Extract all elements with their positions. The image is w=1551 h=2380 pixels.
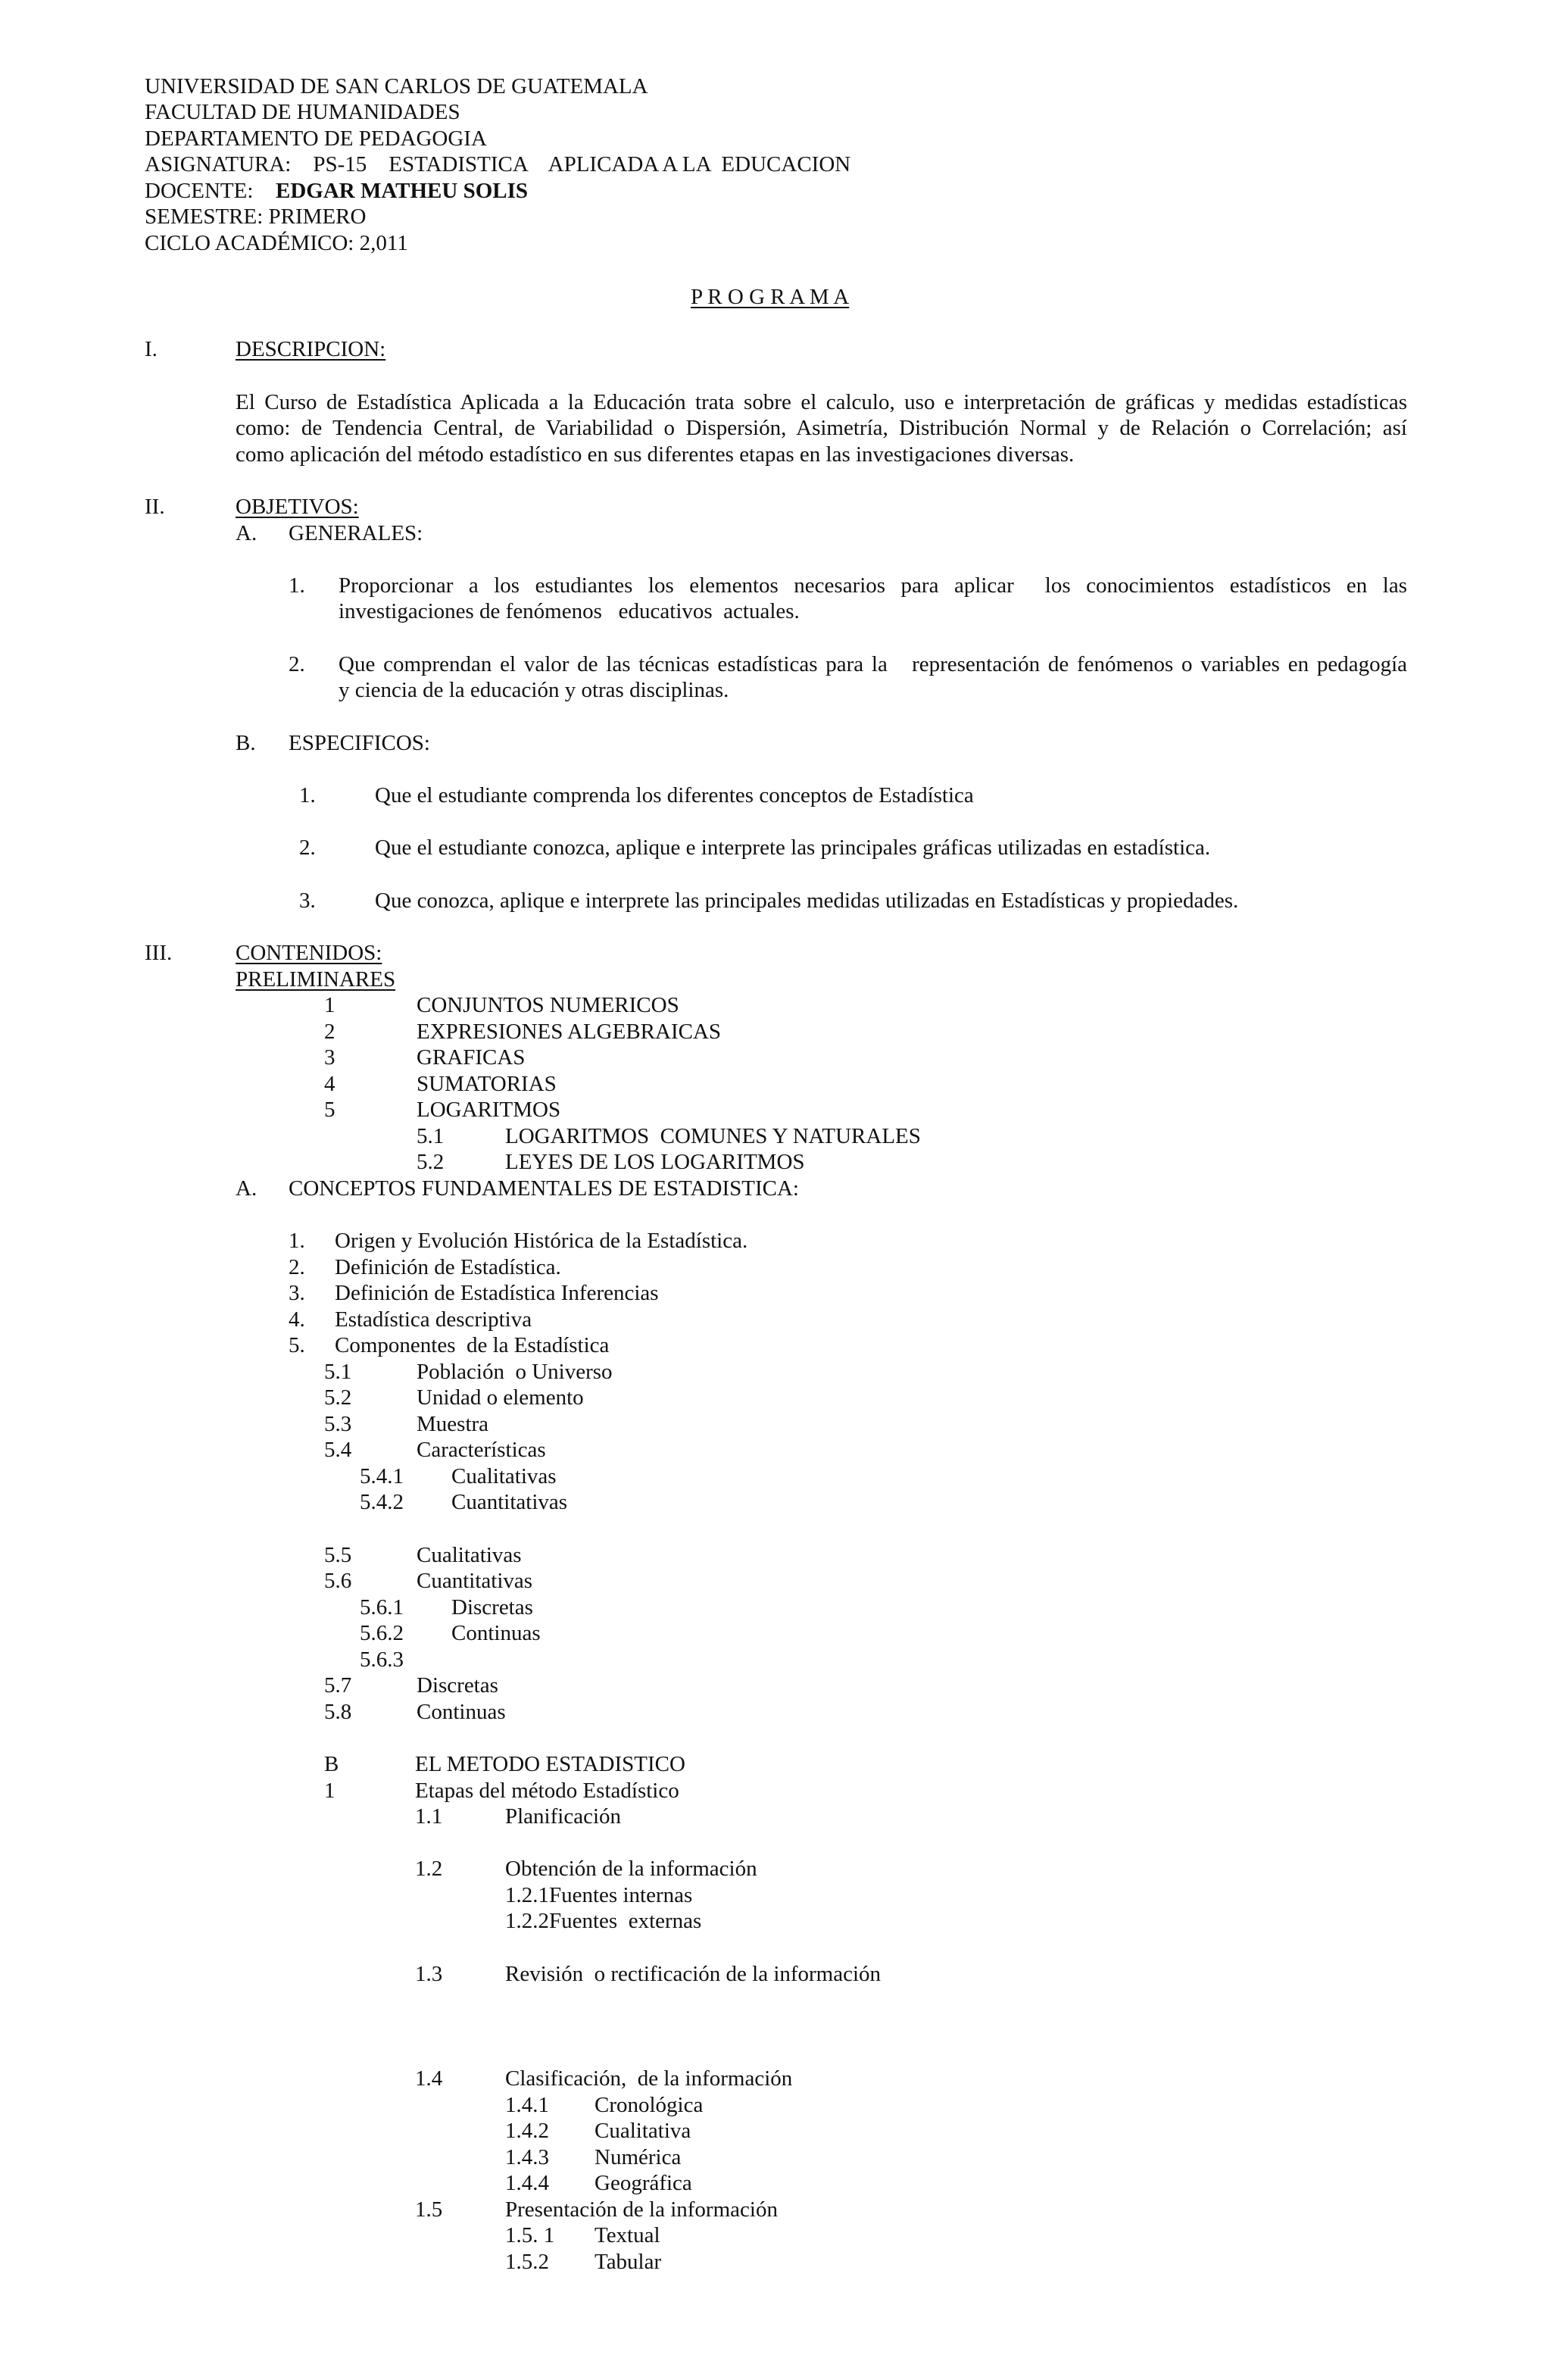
list-item-text: Unidad o elemento [417,1385,584,1410]
list-item-text: Continuas [417,1700,506,1724]
list-item-text: Presentación de la información [505,2197,778,2222]
list-item-number: 1.3 [415,1962,443,1986]
list-item-text: Origen y Evolución Histórica de la Estadística. [335,1229,748,1253]
list-item-number: 1.2 [415,1857,443,1881]
list-item-text: 1.2.1Fuentes internas [505,1883,693,1907]
list-item-text: Definición de Estadística Inferencias [335,1281,659,1305]
list-item-text: Que el estudiante conozca, aplique e interprete las principales gráficas utilizadas en estadística. [375,835,1211,860]
list-item-number: 1.4.1 [505,2093,549,2117]
list-item-text: Cualitativas [417,1543,522,1567]
list-item-text: EXPRESIONES ALGEBRAICAS [417,1020,722,1044]
conceptos-label: A. [236,1176,257,1201]
teacher-name: EDGAR MATHEU SOLIS [276,179,529,203]
list-item-text: LEYES DE LOS LOGARITMOS [505,1150,805,1174]
list-item-number: 1.5 [415,2197,443,2222]
list-item-text: Que el estudiante comprenda los diferentes conceptos de Estadística [375,783,974,807]
list-item-number: 2. [299,835,316,860]
generales-label: A. [236,521,257,545]
list-item-number: 5.2 [324,1385,352,1410]
university-name: UNIVERSIDAD DE SAN CARLOS DE GUATEMALA [145,74,648,98]
list-item-text: GRAFICAS [417,1045,526,1070]
list-item-number: 5.4.1 [360,1464,404,1488]
list-item-text: LOGARITMOS COMUNES Y NATURALES [505,1124,921,1148]
list-item-text: Componentes de la Estadística [335,1333,610,1357]
list-item-text: Revisión o rectificación de la información [505,1962,882,1986]
list-item-text: Muestra [417,1412,489,1436]
especificos-label: B. [236,731,256,755]
list-item-number: 5.6.1 [360,1595,404,1619]
section-2-number: II. [145,495,165,519]
list-item-number: 1. [289,1229,305,1253]
teacher-label: DOCENTE: [145,179,254,203]
list-item-number: 3 [324,1045,335,1070]
semester-line: SEMESTRE: PRIMERO [145,205,367,229]
list-item-number: 1. [299,783,316,807]
list-item-number: 5.4 [324,1438,352,1462]
list-item-number: 5.4.2 [360,1490,404,1514]
list-item-text: Clasificación, de la información [505,2066,793,2091]
list-item-number: 5.6 [324,1569,352,1593]
metodo-label: B [324,1752,339,1776]
list-item-text: Cuantitativas [451,1490,568,1514]
list-item-number: 1.1 [415,1804,443,1829]
list-item-number: 1.5.2 [505,2250,549,2274]
list-item-text: Continuas [451,1621,541,1645]
department-name: DEPARTAMENTO DE PEDAGOGIA [145,126,487,151]
list-item-text: y ciencia de la educación y otras disciplinas. [339,678,729,702]
list-item-text: Obtención de la información [505,1857,757,1881]
list-item-text: LOGARITMOS [417,1098,561,1122]
list-item-text: CONJUNTOS NUMERICOS [417,993,679,1017]
list-item-text: SUMATORIAS [417,1072,557,1096]
list-item-number: 5.1 [417,1124,445,1148]
list-item-text: Cualitativas [451,1464,557,1488]
list-item-text: Tabular [594,2250,662,2274]
list-item-text: Planificación [505,1804,622,1829]
list-item-text: Discretas [451,1595,533,1619]
list-item-number: 2. [289,1255,305,1279]
list-item-text: Proporcionar a los estudiantes los elementos necesarios para aplicar los conocimientos estadísticos en las [339,573,1407,598]
list-item-number: 3. [289,1281,305,1305]
section-3-title: CONTENIDOS: [236,941,382,965]
list-item-number: 5.8 [324,1700,352,1724]
list-item-number: 2. [289,652,305,676]
list-item-number: 5.1 [324,1360,352,1384]
list-item-number: 5 [324,1098,335,1122]
list-item-number: 5.6.2 [360,1621,404,1645]
list-item-text: Estadística descriptiva [335,1307,532,1332]
conceptos-title: CONCEPTOS FUNDAMENTALES DE ESTADISTICA: [289,1176,799,1201]
cycle-line: CICLO ACADÉMICO: 2,011 [145,231,408,255]
list-item-text: 1.2.2Fuentes externas [505,1909,702,1933]
list-item-number: 3. [299,889,316,913]
description-line: como aplicación del método estadístico en sus diferentes etapas en las investigaciones diversas. [236,442,1075,467]
list-item-text: Cronológica [594,2093,704,2117]
section-1-number: I. [145,337,158,361]
list-item-number: 2 [324,1020,335,1044]
list-item-text: Etapas del método Estadístico [415,1779,679,1803]
list-item-number: 1 [324,993,335,1017]
list-item-number: 1.4 [415,2066,443,2091]
list-item-text: Numérica [594,2145,682,2169]
list-item-text: Que conozca, aplique e interprete las principales medidas utilizadas en Estadísticas y propiedades. [375,889,1239,913]
list-item-text: Que comprendan el valor de las técnicas estadísticas para la representación de fenómenos o variables en pedagogía [339,652,1407,676]
section-3-number: III. [145,941,173,965]
list-item-text: Cualitativa [594,2119,691,2143]
list-item-number: 1.4.4 [505,2171,549,2195]
preliminares-title: PRELIMINARES [236,967,396,992]
subject-line: ASIGNATURA: PS-15 ESTADISTICA APLICADA A LA EDUCACION [145,152,851,176]
list-item-text: Discretas [417,1673,498,1698]
list-item-number: 5.2 [417,1150,445,1174]
especificos-title: ESPECIFICOS: [289,731,430,755]
description-line: como: de Tendencia Central, de Variabilidad o Dispersión, Asimetría, Distribución Normal y de Relación o Correlación; así [236,416,1407,440]
list-item-text: investigaciones de fenómenos educativos actuales. [339,599,800,623]
list-item-number: 5. [289,1333,305,1357]
list-item-number: 5.7 [324,1673,352,1698]
list-item-text: Características [417,1438,546,1462]
section-1-title: DESCRIPCION: [236,337,386,361]
list-item-number: 1.4.2 [505,2119,549,2143]
list-item-number: 5.6.3 [360,1648,404,1672]
list-item-text: Cuantitativas [417,1569,533,1593]
list-item-text: Textual [594,2223,660,2247]
list-item-number: 1 [324,1779,335,1803]
list-item-number: 1.5. 1 [505,2223,555,2247]
list-item-number: 5.3 [324,1412,352,1436]
list-item-text: Definición de Estadística. [335,1255,561,1279]
list-item-number: 1.4.3 [505,2145,549,2169]
faculty-name: FACULTAD DE HUMANIDADES [145,100,460,124]
list-item-text: Geográfica [594,2171,692,2195]
program-title: P R O G R A M A [691,285,850,309]
section-2-title: OBJETIVOS: [236,495,359,519]
list-item-number: 5.5 [324,1543,352,1567]
list-item-number: 4 [324,1072,335,1096]
description-line: El Curso de Estadística Aplicada a la Educación trata sobre el calculo, uso e interpretación de gráficas y medidas estadísticas [236,390,1407,414]
list-item-number: 4. [289,1307,305,1332]
metodo-title: EL METODO ESTADISTICO [415,1752,685,1776]
list-item-text: Población o Universo [417,1360,613,1384]
generales-title: GENERALES: [289,521,423,545]
list-item-number: 1. [289,573,305,598]
